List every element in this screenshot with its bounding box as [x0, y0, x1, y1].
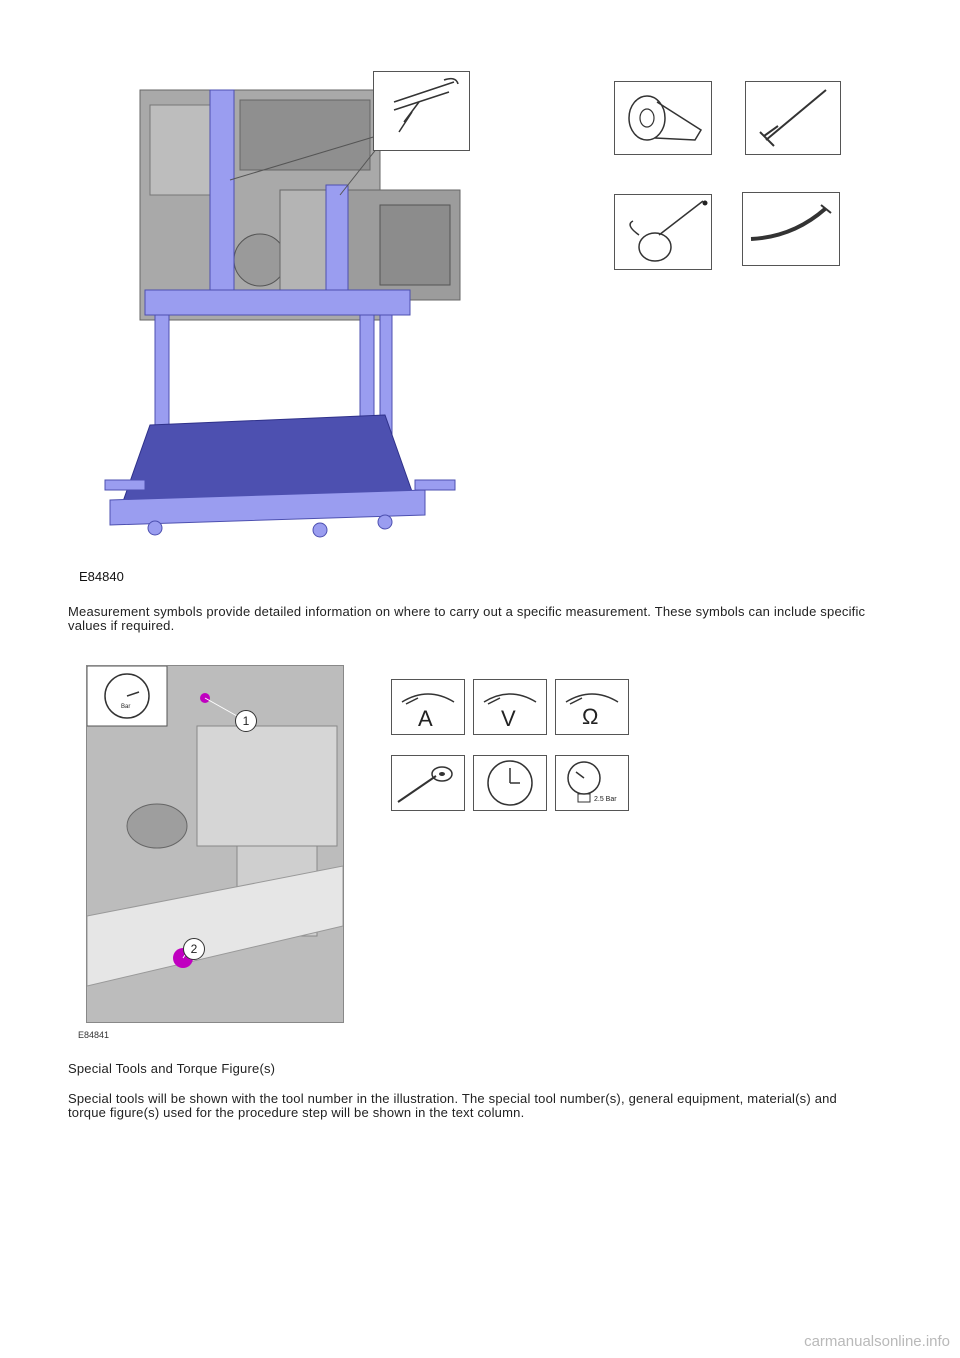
callout-1: 1 — [235, 710, 257, 732]
paragraph-special-tools: Special tools will be shown with the tool number in the illustration. The special tool number(s), general equipment, material(s) and torque figure(s) used for the procedure step will be shown in the text column. — [68, 1091, 837, 1120]
torque-wrench-icon — [392, 756, 464, 810]
ohmmeter-symbol: Ω — [582, 704, 599, 729]
torque-wrench-box — [391, 755, 465, 811]
tool-box-wire-hook — [373, 71, 470, 151]
clock-box — [473, 755, 547, 811]
callout-2: 2 — [183, 938, 205, 960]
pressure-gauge-box — [555, 755, 629, 811]
tape-roll-icon — [615, 82, 711, 154]
tool-box-tape — [614, 81, 712, 155]
figure-engine-bay — [86, 665, 344, 1023]
voltmeter-symbol: V — [501, 706, 516, 731]
ammeter-symbol-box — [391, 679, 465, 735]
figure2-caption: E84841 — [78, 1030, 110, 1040]
ammeter-symbol: A — [418, 706, 433, 731]
tool-box-rivet — [745, 81, 841, 155]
wire-hook-tool-icon — [374, 72, 469, 150]
oil-can-icon — [615, 195, 711, 269]
tool-box-tube — [742, 192, 840, 266]
gauge-label-small: Bar — [121, 704, 131, 710]
pressure-gauge-icon — [556, 756, 628, 810]
voltmeter-symbol-box — [473, 679, 547, 735]
ohmmeter-symbol-box — [555, 679, 629, 735]
figure1-caption: E84840 — [79, 569, 124, 584]
engine-bay-illustration — [87, 666, 343, 1022]
rivet-icon — [746, 82, 840, 154]
pressure-gauge-label: 2.5 Bar — [594, 796, 617, 803]
tube-icon — [743, 193, 839, 265]
site-watermark: carmanualsonline.info — [804, 1333, 950, 1350]
section-heading: Special Tools and Torque Figure(s) — [68, 1061, 276, 1076]
clock-icon — [474, 756, 546, 810]
paragraph-measurement-symbols: Measurement symbols provide detailed information on where to carry out a specific measurement. These symbols can include specific values if required. — [68, 604, 866, 633]
tool-box-oil-can — [614, 194, 712, 270]
